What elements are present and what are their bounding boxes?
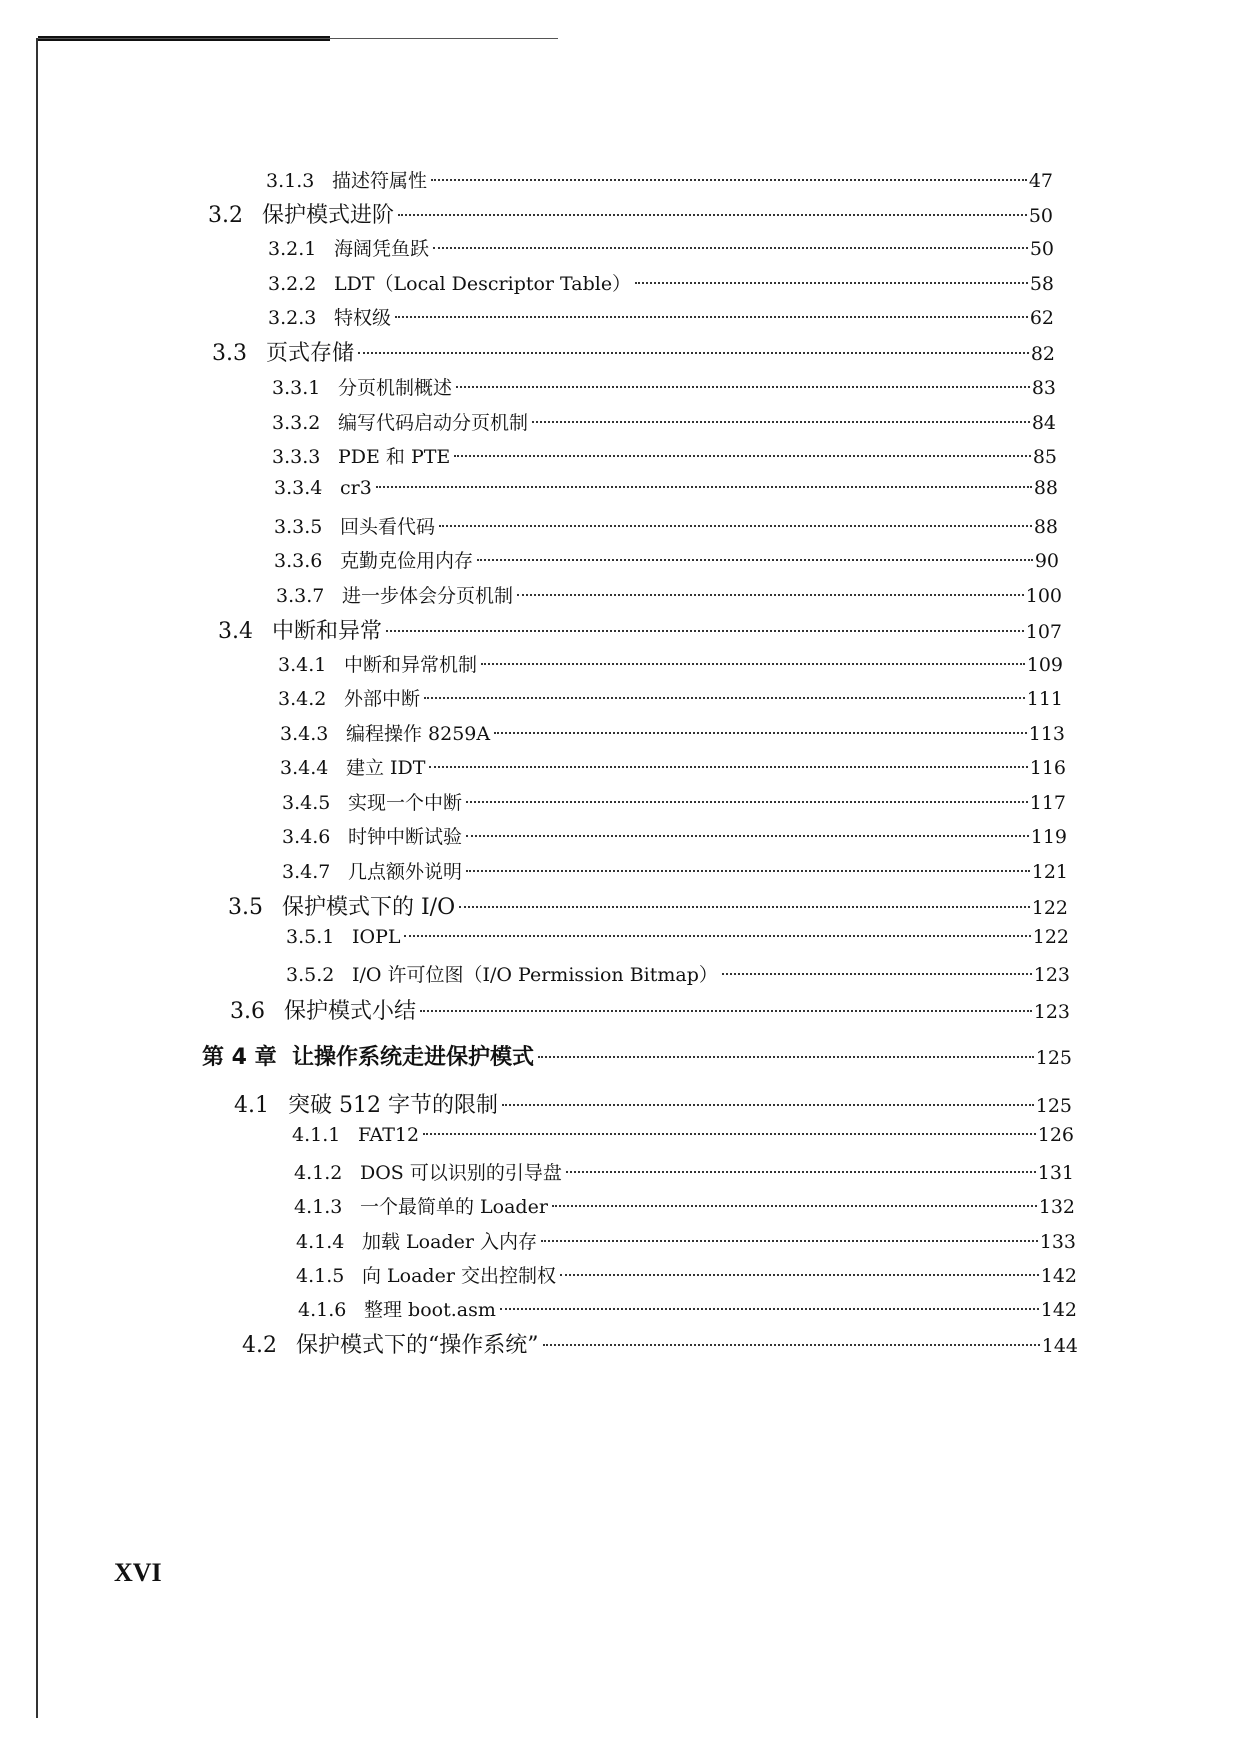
- toc-number: 4.1.4: [296, 1231, 345, 1253]
- toc-entry: [268, 303, 1054, 330]
- toc-entry: [272, 442, 1057, 469]
- toc-page: 88: [1033, 477, 1058, 499]
- toc-title: 保护模式进阶: [262, 203, 395, 228]
- dot-leader: [541, 1240, 1038, 1242]
- toc-number: 4.1.3: [294, 1196, 343, 1218]
- toc-entry: [280, 719, 1065, 746]
- toc-title: 建立 IDT: [346, 757, 426, 779]
- toc-number: 3.4.1: [278, 654, 327, 676]
- dot-leader: [566, 1171, 1036, 1173]
- dot-leader: [466, 835, 1029, 837]
- dot-leader: [543, 1344, 1040, 1346]
- dot-leader: [560, 1274, 1039, 1276]
- toc-title: 分页机制概述: [338, 377, 453, 399]
- dot-leader: [398, 214, 1027, 216]
- toc-number: 3.2.3: [268, 307, 317, 329]
- toc-page: 109: [1026, 654, 1063, 676]
- toc-entry: [234, 1088, 1072, 1119]
- toc-entry: [272, 373, 1056, 400]
- toc-number: 3.3.2: [272, 412, 321, 434]
- toc-number: 3.5.1: [286, 926, 335, 948]
- toc-title: 回头看代码: [340, 516, 436, 538]
- toc-title: 实现一个中断: [348, 792, 463, 814]
- toc-number: 3.3.7: [276, 585, 325, 607]
- toc-title: 进一步体会分页机制: [342, 585, 514, 607]
- page-folio: XVI: [114, 1558, 162, 1587]
- toc-page: 113: [1028, 723, 1065, 745]
- dot-leader: [494, 732, 1027, 734]
- toc-entry: [292, 1124, 1074, 1146]
- toc-title: IOPL: [352, 926, 401, 948]
- toc-title: 海阔凭鱼跃: [334, 238, 430, 260]
- toc-page: 125: [1035, 1095, 1072, 1117]
- toc-number: 第 4 章: [202, 1045, 277, 1070]
- toc-page: 62: [1029, 307, 1054, 329]
- toc-page: 50: [1028, 205, 1053, 227]
- dot-leader: [433, 247, 1028, 249]
- toc-number: 4.1.1: [292, 1124, 341, 1146]
- toc-page: 84: [1031, 412, 1056, 434]
- toc-page: 125: [1035, 1047, 1072, 1069]
- toc-title: 突破 512 字节的限制: [288, 1093, 498, 1118]
- toc-page: 123: [1033, 964, 1070, 986]
- toc-number: 4.1: [234, 1093, 269, 1118]
- toc-entry: [274, 546, 1059, 573]
- toc-number: 3.3.6: [274, 550, 323, 572]
- toc-title: 整理 boot.asm: [364, 1299, 496, 1321]
- toc-page: 122: [1032, 926, 1069, 948]
- toc-title: cr3: [340, 477, 372, 499]
- toc-entry: [282, 822, 1067, 849]
- dot-leader: [538, 1056, 1034, 1058]
- toc-page: 142: [1040, 1265, 1077, 1287]
- toc-entry: [276, 581, 1062, 608]
- toc-number: 3.4.2: [278, 688, 327, 710]
- toc-number: 3.1.3: [266, 170, 315, 192]
- toc-title: 让操作系统走进保护模式: [292, 1045, 535, 1070]
- toc-entry: [208, 198, 1053, 229]
- toc-number: 3.4.4: [280, 757, 329, 779]
- dot-leader: [481, 663, 1025, 665]
- dot-leader: [459, 906, 1030, 908]
- toc-page: 88: [1033, 516, 1058, 538]
- toc-page: 100: [1025, 585, 1062, 607]
- toc-title: 编写代码启动分页机制: [338, 412, 529, 434]
- toc-entry: [278, 684, 1063, 711]
- dot-leader: [466, 801, 1028, 803]
- toc-number: 3.5.2: [286, 964, 335, 986]
- toc-entry: [280, 753, 1066, 780]
- toc-entry: [294, 1158, 1074, 1185]
- toc-page: 83: [1031, 377, 1056, 399]
- dot-leader: [456, 386, 1030, 388]
- dot-leader: [358, 352, 1029, 354]
- toc-page: 85: [1032, 446, 1057, 468]
- dot-leader: [466, 870, 1030, 872]
- toc-page: 47: [1028, 170, 1053, 192]
- toc-entry: [268, 269, 1054, 296]
- dot-leader: [431, 179, 1027, 181]
- toc-number: 3.3.1: [272, 377, 321, 399]
- toc-page: 123: [1033, 1001, 1070, 1023]
- toc-entry: [272, 408, 1056, 435]
- toc-number: 3.2.1: [268, 238, 317, 260]
- toc-number: 3.6: [230, 999, 265, 1024]
- dot-leader: [517, 594, 1024, 596]
- toc-page: 116: [1029, 757, 1066, 779]
- dot-leader: [420, 1010, 1032, 1012]
- toc-number: 3.3.5: [274, 516, 323, 538]
- toc-title: PDE 和 PTE: [338, 446, 451, 468]
- toc-title: FAT12: [358, 1124, 420, 1146]
- toc-entry-chapter: [202, 1040, 1072, 1071]
- dot-leader: [376, 486, 1032, 488]
- toc-title: 时钟中断试验: [348, 826, 463, 848]
- toc-page: 117: [1029, 792, 1066, 814]
- toc-title: 中断和异常机制: [344, 654, 478, 676]
- toc-page: 111: [1026, 688, 1063, 710]
- dot-leader: [552, 1205, 1037, 1207]
- toc-page: 82: [1030, 343, 1055, 365]
- toc-number: 4.1.6: [298, 1299, 347, 1321]
- toc-number: 3.5: [228, 895, 263, 920]
- toc-page: 132: [1038, 1196, 1075, 1218]
- toc-title: 保护模式下的 I/O: [282, 895, 456, 920]
- toc-number: 3.4.3: [280, 723, 329, 745]
- toc-title: 中断和异常: [272, 619, 383, 644]
- toc-number: 3.3: [212, 341, 247, 366]
- toc-entry: [296, 1261, 1077, 1288]
- toc-number: 3.2: [208, 203, 243, 228]
- dot-leader: [502, 1104, 1034, 1106]
- dot-leader: [532, 421, 1030, 423]
- toc-page: 121: [1031, 861, 1068, 883]
- toc-title: I/O 许可位图（I/O Permission Bitmap）: [352, 964, 718, 986]
- toc-page: 119: [1030, 826, 1067, 848]
- toc-number: 3.2.2: [268, 273, 317, 295]
- toc-entry: [230, 994, 1070, 1025]
- toc-page: 142: [1040, 1299, 1077, 1321]
- dot-leader: [722, 973, 1032, 975]
- toc-page: 126: [1037, 1124, 1074, 1146]
- toc-entry: [298, 1295, 1077, 1322]
- toc-number: 4.2: [242, 1333, 277, 1358]
- toc-entry: [218, 614, 1062, 645]
- toc-page: 90: [1034, 550, 1059, 572]
- toc-title: 描述符属性: [332, 170, 428, 192]
- dot-leader: [635, 282, 1028, 284]
- toc-entry: [296, 1227, 1076, 1254]
- toc-title: 克勤克俭用内存: [340, 550, 474, 572]
- dot-leader: [454, 455, 1031, 457]
- toc-title: 页式存储: [266, 341, 355, 366]
- toc-title: 一个最简单的 Loader: [360, 1196, 548, 1218]
- toc-page: 50: [1029, 238, 1054, 260]
- toc-title: 保护模式小结: [284, 999, 417, 1024]
- dot-leader: [424, 697, 1025, 699]
- toc-title: 特权级: [334, 307, 392, 329]
- toc-title: 加载 Loader 入内存: [362, 1231, 537, 1253]
- toc-entry: [274, 477, 1058, 499]
- toc-number: 3.3.3: [272, 446, 321, 468]
- dot-leader: [404, 935, 1030, 937]
- toc-entry: [282, 788, 1066, 815]
- toc-entry: [212, 336, 1055, 367]
- dot-leader: [429, 766, 1027, 768]
- toc-number: 4.1.5: [296, 1265, 345, 1287]
- toc-page: 107: [1025, 621, 1062, 643]
- toc-title: 外部中断: [344, 688, 421, 710]
- toc-number: 3.3.4: [274, 477, 323, 499]
- toc-title: 保护模式下的“操作系统”: [296, 1333, 539, 1358]
- dot-leader: [423, 1133, 1036, 1135]
- dot-leader: [386, 630, 1024, 632]
- toc-entry: [228, 890, 1068, 921]
- toc-number: 3.4: [218, 619, 253, 644]
- dot-leader: [477, 559, 1033, 561]
- toc-number: 3.4.6: [282, 826, 331, 848]
- toc-page: 131: [1037, 1162, 1074, 1184]
- toc-entry: [278, 650, 1063, 677]
- toc-title: 几点额外说明: [348, 861, 463, 883]
- toc-entry: [266, 166, 1053, 193]
- toc-entry: [286, 926, 1069, 948]
- toc-entry: [274, 512, 1058, 539]
- dot-leader: [500, 1308, 1039, 1310]
- toc-title: 向 Loader 交出控制权: [362, 1265, 556, 1287]
- dot-leader: [395, 316, 1028, 318]
- toc-title: LDT（Local Descriptor Table）: [334, 273, 632, 295]
- dot-leader: [439, 525, 1032, 527]
- toc-page: 58: [1029, 273, 1054, 295]
- toc-entry: [282, 857, 1068, 884]
- toc-number: 3.4.5: [282, 792, 331, 814]
- toc-title: 编程操作 8259A: [346, 723, 491, 745]
- toc-page: 122: [1031, 897, 1068, 919]
- toc-entry: [294, 1192, 1075, 1219]
- toc-entry: [268, 234, 1054, 261]
- toc-page: 133: [1039, 1231, 1076, 1253]
- toc-number: 4.1.2: [294, 1162, 343, 1184]
- toc-entry: [242, 1328, 1078, 1359]
- toc-title: DOS 可以识别的引导盘: [360, 1162, 562, 1184]
- toc-page: 144: [1041, 1335, 1078, 1357]
- toc-number: 3.4.7: [282, 861, 331, 883]
- toc-entry: [286, 960, 1070, 987]
